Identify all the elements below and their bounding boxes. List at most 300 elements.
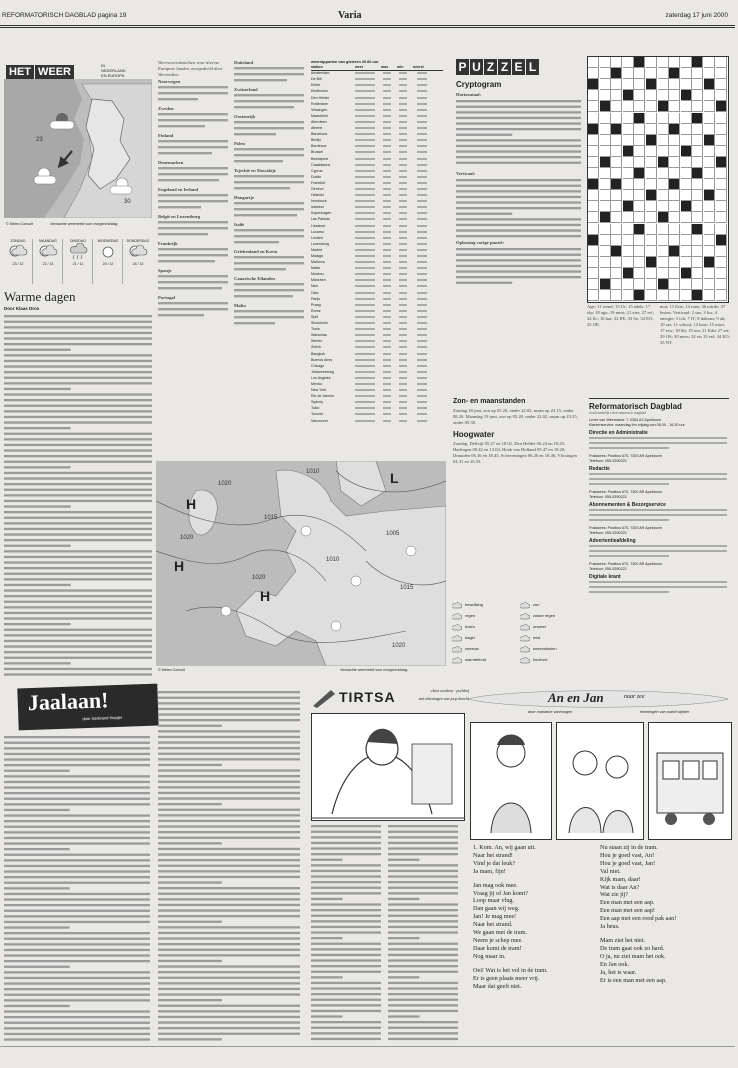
poem-line: Daar komt de tram! (473, 944, 522, 952)
crossword-cell[interactable] (692, 212, 703, 223)
crossword-cell[interactable] (623, 157, 634, 168)
crossword-cell[interactable] (634, 190, 645, 201)
station-name: München (311, 278, 326, 283)
crossword-cell[interactable] (611, 257, 622, 268)
country-forecast-text (200, 214, 201, 219)
poem-line: Ja mam, fijn! (473, 867, 506, 875)
crossword-cell[interactable] (681, 135, 692, 146)
crossword-cell[interactable] (692, 279, 703, 290)
country-forecast-text (178, 241, 179, 246)
sun-cloud-icon (6, 243, 30, 261)
crossword-cell[interactable] (704, 168, 715, 179)
illustration-panel (470, 722, 552, 840)
crossword-cell[interactable] (658, 190, 669, 201)
nl-temp-north: 23 (36, 137, 43, 143)
colophon-heading: Digitale krant (589, 574, 621, 580)
crossword-cell[interactable] (681, 168, 692, 179)
crossword-cell[interactable] (634, 79, 645, 90)
crossword-cell[interactable] (634, 268, 645, 279)
crossword-cell[interactable] (634, 146, 645, 157)
crossword-cell[interactable] (704, 68, 715, 79)
crossword-cell (704, 135, 715, 146)
crossword-cell[interactable] (658, 113, 669, 124)
crossword-cell[interactable] (681, 157, 692, 168)
station-name: Aberdeen (311, 119, 327, 124)
crossword-cell[interactable] (716, 290, 727, 301)
crossword-cell[interactable] (658, 268, 669, 279)
crossword-cell (658, 279, 669, 290)
crossword-cell[interactable] (681, 68, 692, 79)
country-paragraph (234, 141, 306, 167)
crossword-cell[interactable] (681, 246, 692, 257)
crossword-cell[interactable] (611, 268, 622, 279)
crossword-cell[interactable] (634, 179, 645, 190)
crossword-cell[interactable] (692, 190, 703, 201)
crossword-cell[interactable] (692, 90, 703, 101)
crossword-cell[interactable] (704, 201, 715, 212)
crossword-cell[interactable] (600, 246, 611, 257)
crossword-cell[interactable] (716, 168, 727, 179)
poem-line: Maar dat geeft niet. (473, 982, 522, 990)
crossword-cell[interactable] (669, 257, 680, 268)
crossword-cell[interactable] (600, 190, 611, 201)
crossword-cell[interactable] (692, 246, 703, 257)
article-text-lines (4, 314, 154, 676)
crossword-cell[interactable] (611, 90, 622, 101)
crossword-cell[interactable] (623, 113, 634, 124)
crossword-cell[interactable] (588, 157, 599, 168)
crossword-cell[interactable] (600, 135, 611, 146)
crossword-cell[interactable] (704, 101, 715, 112)
crossword-cell[interactable] (716, 79, 727, 90)
crossword-cell[interactable] (681, 57, 692, 68)
crossword-cell[interactable] (646, 157, 657, 168)
crossword-cell[interactable] (704, 113, 715, 124)
crossword-cell (623, 146, 634, 157)
crossword-cell[interactable] (588, 224, 599, 235)
colophon-heading: Redactie (589, 466, 610, 472)
crossword-cell[interactable] (716, 190, 727, 201)
crossword-cell[interactable] (681, 224, 692, 235)
crossword-cell[interactable] (681, 124, 692, 135)
crossword-cell[interactable] (646, 246, 657, 257)
crossword-cell[interactable] (588, 279, 599, 290)
crossword-cell[interactable] (669, 79, 680, 90)
crossword-cell[interactable] (716, 257, 727, 268)
crossword-cell[interactable] (588, 101, 599, 112)
crossword-cell[interactable] (669, 224, 680, 235)
crossword-cell[interactable] (623, 68, 634, 79)
europe-column-1 (158, 60, 230, 455)
crossword-cell[interactable] (646, 90, 657, 101)
station-name: Lissabon (311, 223, 326, 228)
crossword-cell[interactable] (692, 135, 703, 146)
colophon-heading: Directie en Administratie (589, 430, 648, 436)
crossword-cell[interactable] (692, 157, 703, 168)
crossword-cell[interactable] (611, 212, 622, 223)
crossword-cell[interactable] (588, 113, 599, 124)
hoogwater-text (453, 441, 583, 501)
crossword-cell[interactable] (611, 79, 622, 90)
an-en-jan-title: An en Jan (548, 690, 604, 705)
text-lines (234, 201, 304, 219)
crossword-cell[interactable] (611, 279, 622, 290)
crossword-cell[interactable] (646, 290, 657, 301)
crossword-cell[interactable] (692, 101, 703, 112)
crossword-cell[interactable] (681, 79, 692, 90)
colophon-line: Telefoon: 055-5390222 (589, 495, 627, 499)
forecast-row (4, 239, 154, 284)
crossword-cell[interactable] (623, 179, 634, 190)
crossword-cell[interactable] (658, 90, 669, 101)
puzzle-solution-horizontal (587, 304, 657, 364)
table-header: min (397, 65, 404, 70)
crossword-cell[interactable] (669, 157, 680, 168)
crossword-cell[interactable] (704, 246, 715, 257)
country-paragraph (234, 249, 306, 275)
crossword-cell[interactable] (623, 168, 634, 179)
crossword-cell[interactable] (692, 68, 703, 79)
forecast-min: 13 (49, 262, 54, 266)
europe-map-credit: © Meteo Consult (158, 668, 185, 672)
crossword-cell[interactable] (646, 224, 657, 235)
crossword-cell[interactable] (646, 201, 657, 212)
header-left: REFORMATORISCH DAGBLAD pagina 19 (2, 12, 127, 19)
crossword-cell[interactable] (588, 212, 599, 223)
crossword-cell[interactable] (611, 190, 622, 201)
crossword-cell[interactable] (611, 57, 622, 68)
crossword-cell[interactable] (634, 257, 645, 268)
crossword-cell[interactable] (681, 257, 692, 268)
crossword-cell[interactable] (669, 168, 680, 179)
crossword-cell[interactable] (669, 101, 680, 112)
crossword-cell[interactable] (716, 135, 727, 146)
crossword-cell[interactable] (716, 212, 727, 223)
crossword-cell[interactable] (669, 90, 680, 101)
crossword-cell[interactable] (669, 190, 680, 201)
crossword-cell[interactable] (634, 124, 645, 135)
crossword-cell[interactable] (704, 90, 715, 101)
crossword-cell[interactable] (692, 257, 703, 268)
crossword-cell[interactable] (634, 101, 645, 112)
crossword-cell[interactable] (623, 57, 634, 68)
crossword-cell[interactable] (692, 146, 703, 157)
weather-article-body (4, 314, 154, 676)
crossword-cell[interactable] (704, 124, 715, 135)
crossword-cell[interactable] (634, 68, 645, 79)
crossword-cell[interactable] (600, 124, 611, 135)
crossword-cell[interactable] (716, 57, 727, 68)
crossword-cell[interactable] (692, 268, 703, 279)
crossword-cell[interactable] (716, 113, 727, 124)
crossword-cell[interactable] (611, 146, 622, 157)
crossword-cell[interactable] (611, 168, 622, 179)
jaalaan-banner (17, 684, 158, 731)
country-paragraph (158, 79, 230, 105)
crossword-cell[interactable] (600, 179, 611, 190)
crossword-cell[interactable] (658, 235, 669, 246)
poem-line: Dan gaan wij weg. (473, 905, 520, 913)
crossword-cell[interactable] (646, 57, 657, 68)
tram-drawing (649, 723, 731, 839)
crossword-cell[interactable] (716, 246, 727, 257)
crossword-cell[interactable] (658, 135, 669, 146)
crossword-cell[interactable] (716, 224, 727, 235)
crossword-cell[interactable] (692, 124, 703, 135)
crossword-cell[interactable] (634, 212, 645, 223)
colophon-line: Postadres: Postbus 670, 7300 AR Apeldoorn (589, 454, 662, 458)
country-name: Oostenrijk (234, 114, 256, 119)
an-en-jan-poem-left (473, 844, 593, 990)
station-name: Toronto (311, 412, 323, 417)
crossword-cell[interactable] (716, 201, 727, 212)
crossword-cell[interactable] (600, 224, 611, 235)
crossword-cell[interactable] (716, 124, 727, 135)
crossword-cell[interactable] (692, 235, 703, 246)
crossword-cell[interactable] (646, 279, 657, 290)
crossword-cell[interactable] (658, 124, 669, 135)
mother-child-drawing (471, 723, 551, 839)
article-text-lines (388, 824, 460, 1044)
crossword-cell[interactable] (681, 190, 692, 201)
crossword-cell[interactable] (623, 235, 634, 246)
crossword-cell[interactable] (600, 57, 611, 68)
crossword-cell[interactable] (704, 235, 715, 246)
crossword-cell[interactable] (669, 235, 680, 246)
crossword-cell[interactable] (669, 146, 680, 157)
crossword-cell[interactable] (704, 146, 715, 157)
crossword-cell[interactable] (658, 201, 669, 212)
crossword-cell[interactable] (600, 257, 611, 268)
crossword-cell[interactable] (646, 168, 657, 179)
crossword-cell (669, 68, 680, 79)
poem-line: Jan! Je mag mee! (473, 913, 517, 921)
crossword-cell[interactable] (611, 201, 622, 212)
station-name: Rotterdam (311, 101, 328, 106)
crossword-cell[interactable] (611, 135, 622, 146)
crossword-cell[interactable] (704, 57, 715, 68)
crossword-cell[interactable] (634, 279, 645, 290)
crossword-cell[interactable] (716, 279, 727, 290)
an-en-jan-header (468, 688, 730, 718)
crossword-cell[interactable] (634, 246, 645, 257)
crossword-cell[interactable] (600, 113, 611, 124)
text-lines (158, 247, 228, 265)
crossword-cell[interactable] (623, 212, 634, 223)
country-name: Portugal (158, 295, 176, 300)
crossword-cell[interactable] (716, 68, 727, 79)
crossword-cell[interactable] (588, 135, 599, 146)
station-name: New York (311, 388, 327, 393)
crossword-cell[interactable] (646, 212, 657, 223)
hoogwater-body: Zondag: Delfzijl 05.27 en 18.02, Den Helder 06.24 en 18.45, Harlingen 00.42 en 13.04, Hoek van Holland 05.47 en 18.20, IJmuiden 06.16 en 18.45, Scheveningen 06.20 en 18.46, Vlissingen 04.31 en 16.55. (453, 441, 577, 464)
crossword-cell (634, 113, 645, 124)
crossword-cell[interactable] (600, 201, 611, 212)
crossword-cell[interactable] (658, 257, 669, 268)
forecast-min: 13 (139, 262, 144, 266)
crossword-cell[interactable] (669, 135, 680, 146)
crossword-cell[interactable] (623, 246, 634, 257)
crossword-cell[interactable] (623, 290, 634, 301)
crossword-cell[interactable] (634, 201, 645, 212)
crossword-cell[interactable] (646, 101, 657, 112)
snow-showers-icon (520, 645, 530, 653)
crossword-cell[interactable] (611, 224, 622, 235)
crossword-cell[interactable] (692, 179, 703, 190)
station-name: Bordeaux (311, 144, 327, 149)
crossword-cell[interactable] (588, 290, 599, 301)
crossword-cell[interactable] (588, 57, 599, 68)
crossword-cell[interactable] (658, 146, 669, 157)
country-name: Canarische Eilanden (234, 276, 275, 281)
crossword-cell[interactable] (600, 168, 611, 179)
country-forecast-text (183, 160, 184, 165)
crossword-cell[interactable] (704, 212, 715, 223)
crossword-cell[interactable] (623, 79, 634, 90)
crossword-cell[interactable] (704, 224, 715, 235)
station-values (355, 419, 443, 425)
crossword-cell[interactable] (600, 146, 611, 157)
legend-item (452, 655, 520, 665)
crossword-cell[interactable] (623, 124, 634, 135)
crossword-cell[interactable] (611, 113, 622, 124)
crossword-cell[interactable] (681, 290, 692, 301)
crossword-cell (692, 168, 703, 179)
children-drawing (557, 723, 643, 839)
an-en-jan-title-suffix: naar zee (624, 694, 645, 700)
crossword-cell[interactable] (681, 101, 692, 112)
solution-horizontal-text: Age; 11 wend; 15 Ur; 15 adels; 17 elp; 18 ago; 19 mest; 21 zier; 27 erf; 24 Ilc; 16 hat; 32 EE; 33 Se; 34 EO; 35 OE. (587, 304, 654, 327)
crossword-cell[interactable] (681, 235, 692, 246)
crossword-cell[interactable] (716, 146, 727, 157)
legend-item (452, 611, 520, 621)
crossword-cell[interactable] (692, 201, 703, 212)
crossword-cell[interactable] (704, 290, 715, 301)
crossword-cell[interactable] (588, 190, 599, 201)
crossword-cell[interactable] (669, 57, 680, 68)
country-forecast-text (253, 60, 254, 65)
crossword-cell[interactable] (611, 157, 622, 168)
crossword-cell[interactable] (658, 290, 669, 301)
crossword-cell[interactable] (646, 113, 657, 124)
crossword-cell[interactable] (611, 101, 622, 112)
crossword-cell[interactable] (658, 79, 669, 90)
crossword-cell[interactable] (658, 57, 669, 68)
crossword-cell[interactable] (692, 79, 703, 90)
crossword-cell[interactable] (681, 179, 692, 190)
crossword-cell[interactable] (669, 268, 680, 279)
forecast-day-label: MAANDAG (39, 239, 57, 243)
crossword-cell[interactable] (646, 235, 657, 246)
crossword-cell[interactable] (658, 246, 669, 257)
crossword-cell[interactable] (623, 135, 634, 146)
crossword-cell[interactable] (716, 179, 727, 190)
station-name: Barcelona (311, 132, 328, 137)
crossword-cell[interactable] (646, 268, 657, 279)
crossword-cell[interactable] (600, 68, 611, 79)
cold-front-icon (520, 656, 530, 664)
crossword-cell[interactable] (600, 79, 611, 90)
crossword-cell[interactable] (716, 268, 727, 279)
crossword-cell[interactable] (658, 68, 669, 79)
crossword-cell[interactable] (600, 235, 611, 246)
crossword-cell[interactable] (669, 201, 680, 212)
forecast-day-label: DINSDAG (70, 239, 86, 243)
crossword-cell[interactable] (646, 179, 657, 190)
crossword-cell[interactable] (716, 90, 727, 101)
crossword-cell[interactable] (588, 201, 599, 212)
crossword-cell[interactable] (658, 224, 669, 235)
crossword-cell[interactable] (646, 68, 657, 79)
crossword-cell[interactable] (611, 235, 622, 246)
crossword-cell[interactable] (588, 168, 599, 179)
crossword-cell[interactable] (623, 257, 634, 268)
crossword-cell[interactable] (623, 190, 634, 201)
crossword-cell[interactable] (704, 268, 715, 279)
crossword-cell[interactable] (634, 235, 645, 246)
crossword-grid[interactable] (587, 56, 729, 303)
crossword-cell[interactable] (600, 268, 611, 279)
crossword-cell[interactable] (623, 101, 634, 112)
crossword-cell[interactable] (588, 246, 599, 257)
crossword-cell[interactable] (669, 113, 680, 124)
country-forecast-text (180, 79, 181, 84)
country-forecast-text (173, 133, 174, 138)
poem-line: Wat zie jij? (600, 891, 629, 899)
crossword-cell[interactable] (681, 113, 692, 124)
crossword-cell[interactable] (669, 212, 680, 223)
crossword-cell[interactable] (600, 290, 611, 301)
crossword-cell[interactable] (658, 168, 669, 179)
crossword-cell (634, 168, 645, 179)
crossword-cell[interactable] (623, 279, 634, 290)
tirtsa-column-2 (388, 824, 460, 1044)
crossword-cell[interactable] (634, 135, 645, 146)
crossword-cell[interactable] (623, 224, 634, 235)
station-name: Londen (311, 235, 323, 240)
crossword-cell[interactable] (600, 90, 611, 101)
crossword-cell[interactable] (646, 124, 657, 135)
pressure-low: L (390, 470, 399, 486)
crossword-cell (658, 212, 669, 223)
crossword-cell[interactable] (588, 146, 599, 157)
crossword-cell[interactable] (611, 290, 622, 301)
crossword-cell[interactable] (588, 268, 599, 279)
rain-icon (452, 612, 462, 620)
crossword-cell[interactable] (681, 279, 692, 290)
header-rule-thin (0, 27, 735, 28)
crossword-cell[interactable] (588, 68, 599, 79)
country-name: België en Luxemburg (158, 214, 201, 219)
article-text-lines (158, 690, 302, 1045)
crossword-cell[interactable] (588, 257, 599, 268)
crossword-cell[interactable] (704, 279, 715, 290)
crossword-cell[interactable] (669, 290, 680, 301)
crossword-cell[interactable] (634, 157, 645, 168)
legend-item (520, 633, 588, 643)
crossword-cell[interactable] (669, 279, 680, 290)
crossword-cell[interactable] (704, 179, 715, 190)
country-paragraph (234, 168, 306, 194)
crossword-cell[interactable] (658, 179, 669, 190)
poem-line: En Jan ook. (600, 960, 630, 968)
crossword-cell[interactable] (704, 157, 715, 168)
crossword-cell[interactable] (681, 212, 692, 223)
crossword-cell[interactable] (634, 90, 645, 101)
forecast-max: 24 (132, 262, 137, 266)
crossword-cell[interactable] (588, 90, 599, 101)
crossword-cell[interactable] (646, 146, 657, 157)
